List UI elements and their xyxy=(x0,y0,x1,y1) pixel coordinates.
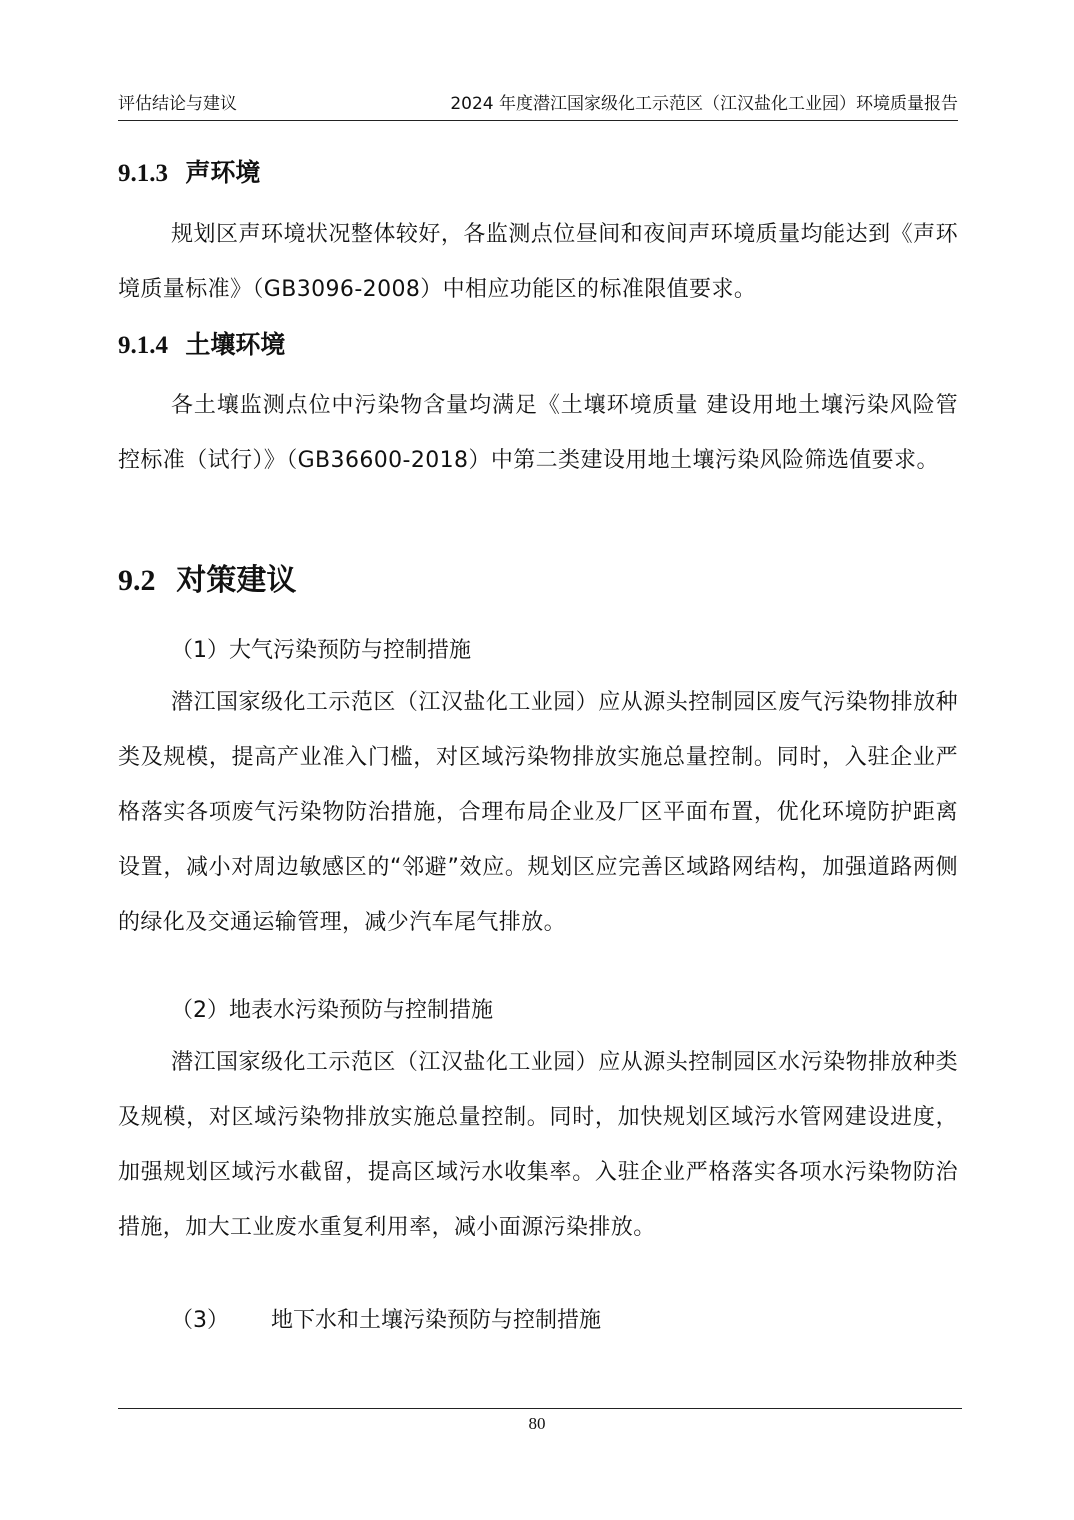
section-number: 9.1.4 xyxy=(118,332,168,359)
paragraph-sound-environment: 规划区声环境状况整体较好，各监测点位昼间和夜间声环境质量均能达到《声环境质量标准》（GB3096-2008）中相应功能区的标准限值要求。 xyxy=(118,222,958,302)
section-title-9-1-3 xyxy=(118,156,260,191)
section-heading: 土壤环境 xyxy=(185,330,286,359)
list-item-groundwater-soil: （3） 地下水和土壤污染预防与控制措施 xyxy=(171,1308,601,1333)
paragraph-soil-environment: 各土壤监测点位中污染物含量均满足《土壤环境质量 建设用地土壤污染风险管控标准（试行）》（GB36600-2018）中第二类建设用地土壤污染风险筛选值要求。 xyxy=(118,393,958,473)
paragraph-air-pollution: 潜江国家级化工示范区（江汉盐化工业园）应从源头控制园区废气污染物排放种类及规模，提高产业准入门槛，对区域污染物排放实施总量控制。同时，入驻企业严格落实各项废气污染物防治措施，合理布局企业及厂区平面布置，优化环境防护距离设置，减小对周边敏感区的“邻避”效应。规划区应完善区域路网结构，加强道路两侧的绿化及交通运输管理，减少汽车尾气排放。 xyxy=(118,690,958,935)
section-title-9-1-4 xyxy=(118,328,285,363)
footer-divider xyxy=(118,1408,962,1409)
paragraph-surface-water: 潜江国家级化工示范区（江汉盐化工业园）应从源头控制园区水污染物排放种类及规模，对区域污染物排放实施总量控制。同时，加快规划区域污水管网建设进度，加强规划区域污水截留，提高区域污水收集率。入驻企业严格落实各项水污染物防治措施，加大工业废水重复利用率，减小面源污染排放。 xyxy=(118,1050,958,1240)
section-heading: 对策建议 xyxy=(176,563,297,598)
section-heading: 声环境 xyxy=(185,158,261,187)
section-number: 9.2 xyxy=(118,564,156,597)
section-number: 9.1.3 xyxy=(118,160,168,187)
section-title-9-2 xyxy=(118,561,296,601)
page-header xyxy=(118,90,958,121)
header-report-title: 2024 年度潜江国家级化工示范区（江汉盐化工业园）环境质量报告 xyxy=(450,94,958,114)
page-number: 80 xyxy=(528,1414,546,1433)
header-chapter-label: 评估结论与建议 xyxy=(118,94,237,114)
list-item-air-pollution: （1）大气污染预防与控制措施 xyxy=(171,638,471,663)
list-item-surface-water: （2）地表水污染预防与控制措施 xyxy=(171,998,493,1023)
